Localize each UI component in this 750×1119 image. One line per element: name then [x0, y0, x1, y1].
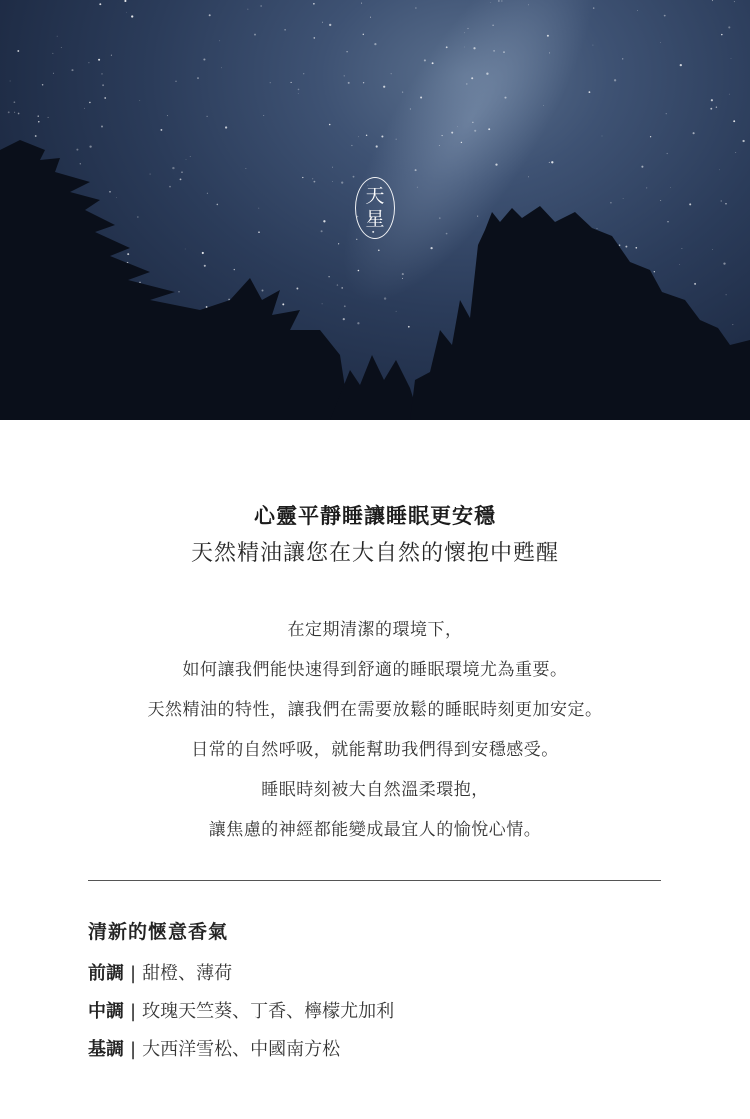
star	[670, 187, 671, 188]
note-value: 玫瑰天竺葵、丁香、檸檬尤加利	[142, 1001, 395, 1022]
star	[262, 290, 264, 292]
star	[495, 163, 497, 165]
star	[733, 120, 735, 122]
body-paragraph	[0, 613, 750, 853]
star	[493, 50, 495, 52]
center-left-trees	[330, 355, 420, 420]
star	[366, 135, 367, 136]
star	[667, 221, 668, 222]
star	[351, 145, 352, 146]
star	[664, 15, 666, 17]
star	[415, 169, 417, 171]
star	[302, 177, 303, 178]
star	[348, 82, 350, 84]
star	[471, 77, 473, 79]
star	[160, 129, 162, 131]
star	[381, 135, 383, 137]
star	[323, 220, 325, 222]
seal-char-1: 天	[365, 185, 385, 207]
star	[337, 284, 338, 285]
brand-seal-logo	[355, 177, 395, 239]
star	[14, 112, 15, 113]
star	[660, 200, 661, 201]
star	[53, 73, 54, 74]
star	[679, 264, 680, 265]
star	[282, 303, 284, 305]
star	[332, 167, 333, 168]
star	[10, 81, 11, 82]
star	[430, 247, 432, 249]
star	[258, 208, 259, 209]
star	[190, 156, 191, 157]
star	[396, 139, 397, 140]
star	[504, 97, 506, 99]
star	[721, 200, 722, 201]
star	[384, 297, 386, 299]
star	[646, 187, 647, 188]
seal-char-2: 星	[365, 208, 385, 230]
star	[660, 42, 661, 43]
star	[343, 318, 345, 320]
star	[461, 142, 462, 143]
star	[439, 217, 440, 218]
star	[442, 135, 443, 136]
star	[312, 178, 313, 179]
star	[313, 37, 315, 39]
hero-night-sky	[0, 0, 750, 420]
star	[221, 67, 222, 68]
star	[346, 51, 347, 52]
star	[127, 253, 129, 255]
star	[131, 15, 133, 17]
star	[735, 152, 736, 153]
star	[726, 294, 727, 295]
star	[729, 94, 730, 95]
star	[296, 288, 298, 290]
star	[357, 322, 359, 324]
star	[109, 191, 111, 193]
star	[204, 265, 206, 267]
star	[432, 62, 434, 64]
star	[322, 22, 323, 23]
star	[17, 50, 19, 52]
star	[474, 130, 476, 132]
star	[721, 34, 722, 35]
star	[543, 105, 544, 106]
star	[101, 125, 103, 127]
star	[734, 1, 735, 2]
star	[175, 81, 176, 82]
star	[358, 136, 359, 137]
star	[89, 145, 91, 147]
note-label: 前調	[88, 963, 124, 984]
star	[8, 111, 10, 113]
star	[270, 82, 271, 83]
content-section	[0, 420, 750, 1119]
star	[528, 177, 529, 178]
note-row-top	[88, 955, 394, 993]
star	[363, 82, 364, 83]
section-divider	[88, 880, 661, 881]
star	[719, 169, 720, 170]
note-row-middle	[88, 993, 394, 1031]
star	[57, 36, 58, 37]
star	[725, 203, 726, 204]
star	[80, 163, 81, 164]
star	[185, 249, 186, 250]
star	[102, 84, 104, 86]
star	[742, 140, 744, 142]
star	[341, 181, 343, 183]
star	[137, 216, 138, 217]
star	[551, 161, 553, 163]
star	[710, 108, 712, 110]
star	[625, 246, 627, 248]
star	[35, 135, 37, 137]
headline: 心靈平靜睡讓睡眠更安穩	[254, 504, 496, 528]
star	[477, 216, 478, 217]
subheadline: 天然精油讓您在大自然的懷抱中甦醒	[190, 541, 559, 566]
star	[589, 91, 591, 93]
star	[641, 166, 643, 168]
star	[228, 299, 230, 301]
star	[14, 101, 16, 103]
star	[116, 197, 117, 198]
star	[402, 273, 404, 275]
star	[314, 181, 316, 183]
note-separator: |	[130, 1039, 137, 1060]
star	[446, 46, 448, 48]
star	[689, 203, 691, 205]
star	[391, 73, 392, 74]
star	[457, 126, 458, 127]
star	[167, 115, 168, 116]
star	[99, 3, 101, 5]
star	[654, 271, 655, 272]
star	[731, 58, 732, 59]
star	[258, 231, 260, 233]
star	[178, 291, 179, 292]
star	[472, 122, 473, 123]
star	[712, 0, 713, 1]
star	[344, 75, 345, 76]
star	[619, 244, 621, 246]
star	[597, 228, 598, 229]
star	[415, 7, 416, 8]
star	[71, 69, 73, 71]
star	[181, 171, 183, 173]
star	[528, 4, 529, 5]
star	[635, 247, 637, 249]
star	[361, 3, 362, 4]
star	[408, 326, 410, 328]
star	[246, 168, 247, 169]
note-label: 中調	[88, 1001, 124, 1022]
fragrance-title: 清新的愜意香氣	[88, 921, 229, 943]
star	[98, 59, 100, 61]
star	[593, 7, 594, 8]
star	[42, 84, 44, 86]
body-line-5: 睡眠時刻被大自然溫柔環抱，	[261, 780, 489, 800]
star	[207, 193, 208, 194]
star	[61, 47, 62, 48]
star	[501, 1, 502, 2]
star	[711, 99, 713, 101]
star	[338, 243, 339, 244]
star	[439, 145, 440, 146]
star	[490, 2, 491, 3]
star	[84, 108, 85, 109]
star	[370, 17, 371, 18]
star	[202, 252, 204, 254]
star	[451, 132, 453, 134]
star	[446, 233, 448, 235]
star	[207, 116, 208, 117]
star	[358, 270, 360, 272]
note-value: 大西洋雪松、中國南方松	[142, 1039, 341, 1060]
star	[363, 34, 364, 35]
left-trees	[0, 140, 350, 420]
star	[464, 47, 465, 48]
note-value: 甜橙、薄荷	[142, 963, 233, 984]
star	[637, 10, 638, 11]
star	[124, 0, 126, 2]
star	[610, 202, 612, 204]
star	[219, 40, 220, 41]
fragrance-notes	[88, 917, 394, 1069]
star	[383, 86, 385, 88]
star	[89, 102, 90, 103]
star	[48, 117, 49, 118]
star	[254, 34, 256, 36]
star	[592, 45, 593, 46]
star	[53, 53, 54, 54]
star	[374, 43, 376, 45]
star	[263, 115, 264, 116]
star	[104, 97, 106, 99]
star	[503, 51, 505, 53]
star	[549, 162, 550, 163]
star	[139, 100, 140, 101]
note-label: 基調	[88, 1039, 124, 1060]
star	[473, 47, 475, 49]
star	[666, 113, 667, 114]
star	[402, 278, 403, 279]
note-row-base	[88, 1031, 394, 1069]
star	[225, 126, 227, 128]
star	[321, 230, 323, 232]
star	[298, 93, 299, 94]
star	[76, 149, 78, 151]
star	[88, 62, 89, 63]
star	[101, 73, 102, 74]
star	[180, 178, 182, 180]
star	[549, 52, 550, 53]
star	[353, 176, 355, 178]
star	[329, 124, 331, 126]
star	[667, 153, 668, 154]
star	[126, 12, 127, 13]
star	[712, 249, 713, 250]
star	[341, 287, 343, 289]
star	[328, 276, 329, 277]
star	[420, 96, 422, 98]
star	[344, 305, 346, 307]
star	[322, 303, 323, 304]
star	[248, 9, 249, 10]
star	[410, 109, 411, 110]
star	[622, 58, 623, 59]
star	[728, 26, 730, 28]
star	[261, 5, 262, 6]
star	[614, 79, 616, 81]
star	[716, 107, 717, 108]
star	[723, 262, 725, 264]
star	[464, 32, 465, 33]
star	[150, 174, 151, 175]
star	[492, 25, 494, 27]
star	[376, 145, 378, 147]
star	[18, 113, 20, 115]
star	[186, 159, 187, 160]
star	[396, 311, 397, 312]
star	[680, 64, 682, 66]
star	[284, 29, 286, 31]
star	[169, 186, 171, 188]
star	[488, 128, 490, 130]
star	[498, 0, 499, 1]
star	[467, 28, 468, 29]
star	[38, 115, 39, 116]
star	[378, 249, 380, 251]
star	[197, 77, 199, 79]
star	[650, 136, 651, 137]
star	[693, 132, 695, 134]
body-line-1: 在定期清潔的環境下，	[287, 620, 463, 640]
body-line-6: 讓焦慮的神經都能變成最宜人的愉悅心情。	[208, 820, 542, 840]
star	[234, 269, 235, 270]
star	[402, 91, 403, 92]
star	[209, 14, 211, 16]
star	[732, 324, 733, 325]
star	[424, 59, 426, 61]
star	[313, 3, 315, 5]
star	[623, 198, 624, 199]
note-separator: |	[130, 963, 137, 984]
star	[602, 136, 603, 137]
star	[298, 89, 300, 91]
star	[38, 121, 39, 122]
body-line-4: 日常的自然呼吸，就能幫助我們得到安穩感受。	[191, 740, 559, 760]
star	[466, 83, 467, 84]
body-line-2: 如何讓我們能快速得到舒適的睡眠環境尤為重要。	[182, 660, 568, 680]
star	[547, 35, 549, 37]
star	[332, 181, 333, 182]
star	[172, 167, 174, 169]
star	[329, 24, 331, 26]
star	[111, 55, 112, 56]
star	[417, 187, 418, 188]
body-line-3: 天然精油的特性，讓我們在需要放鬆的睡眠時刻更加安定。	[147, 700, 603, 720]
note-separator: |	[130, 1001, 137, 1022]
star	[291, 82, 292, 83]
star	[681, 248, 682, 249]
star	[486, 73, 488, 75]
star	[694, 283, 696, 285]
star	[217, 204, 219, 206]
star	[303, 73, 304, 74]
star	[203, 58, 205, 60]
star	[356, 239, 357, 240]
